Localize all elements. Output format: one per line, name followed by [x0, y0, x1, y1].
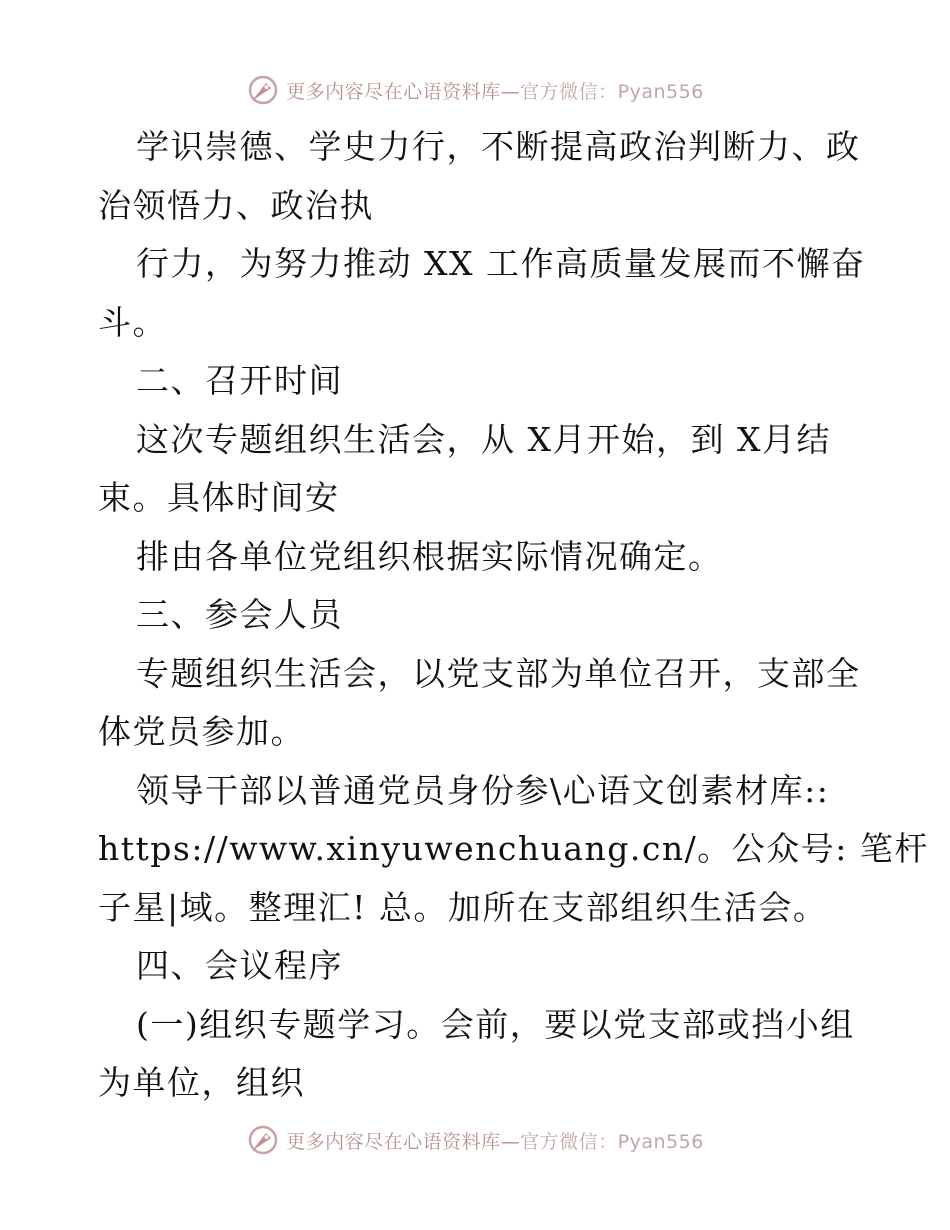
header-watermark	[0, 70, 950, 110]
document-body	[98, 118, 929, 1113]
section-heading: 三、参会人员	[136, 595, 343, 634]
text-line: 体党员参加。	[98, 712, 305, 751]
text-line: 行力，为努力推动 XX 工作高质量发展而不懈奋	[136, 244, 866, 283]
text-line: 为单位，组织	[98, 1063, 305, 1102]
text-line: 这次专题组织生活会，从 X月开始，到 X月结	[136, 419, 831, 459]
text-line: 学识崇德、学史力行，不断提高政治判断力、政	[136, 127, 861, 166]
text-line: 排由各单位党组织根据实际情况确定。	[136, 536, 723, 576]
text-line: https://www.xinyuwenchuang.cn/。公众号: 笔杆	[98, 829, 929, 868]
watermark-text: 更多内容尽在心语资料库—官方微信：Pyan556	[286, 1130, 704, 1153]
text-line: (一)组织专题学习。会前，要以党支部或挡小组	[136, 1004, 855, 1044]
pen-nib-logo-icon	[246, 1123, 280, 1157]
text-line: 治领悟力、政治执	[98, 185, 374, 225]
section-heading: 二、召开时间	[136, 361, 343, 400]
text-line: 领导干部以普通党员身份参\心语文创素材库::	[136, 770, 830, 810]
footer-watermark	[0, 1120, 950, 1160]
text-line: 专题组织生活会，以党支部为单位召开，支部全	[136, 653, 861, 693]
watermark-text: 更多内容尽在心语资料库—官方微信：Pyan556	[286, 80, 704, 103]
text-line: 束。具体时间安	[98, 478, 340, 517]
text-line: 斗。	[98, 302, 167, 342]
text-line: 子星|域。整理汇! 总。加所在支部组织生活会。	[98, 887, 828, 927]
section-heading: 四、会议程序	[136, 946, 343, 985]
pen-nib-logo-icon	[246, 73, 280, 107]
